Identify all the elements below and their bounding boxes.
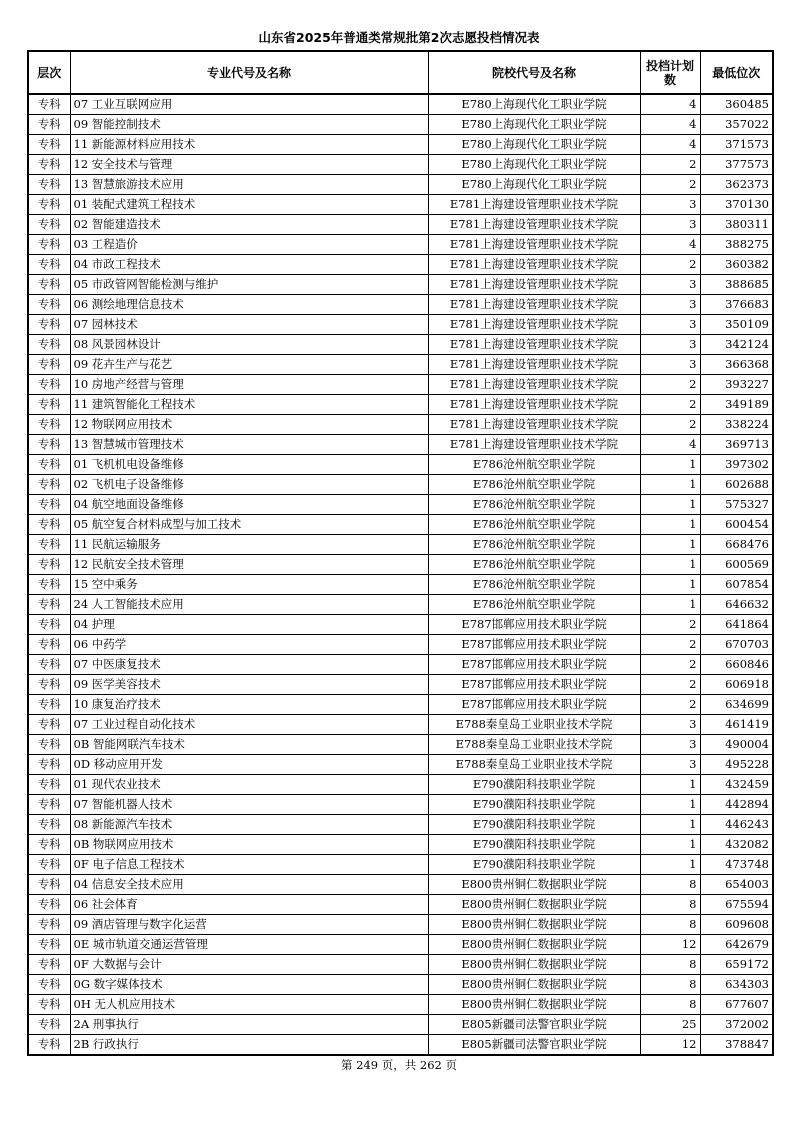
cell-plan: 2 xyxy=(640,615,700,635)
cell-plan: 25 xyxy=(640,1015,700,1035)
table-row xyxy=(28,715,773,735)
cell-plan: 3 xyxy=(640,215,700,235)
cell-school: E786沧州航空职业学院 xyxy=(428,575,640,595)
cell-plan: 3 xyxy=(640,755,700,775)
table-row xyxy=(28,155,773,175)
table-row xyxy=(28,735,773,755)
table-row xyxy=(28,835,773,855)
cell-level: 专科 xyxy=(28,935,70,955)
cell-major: 0B 物联网应用技术 xyxy=(70,835,428,855)
header-plan: 投档计划数 xyxy=(640,51,700,94)
cell-level: 专科 xyxy=(28,895,70,915)
header-school: 院校代号及名称 xyxy=(428,51,640,94)
cell-major: 12 物联网应用技术 xyxy=(70,415,428,435)
table-row xyxy=(28,315,773,335)
cell-level: 专科 xyxy=(28,455,70,475)
cell-rank: 371573 xyxy=(700,135,773,155)
table-row xyxy=(28,475,773,495)
cell-level: 专科 xyxy=(28,1035,70,1056)
cell-rank: 600454 xyxy=(700,515,773,535)
cell-plan: 12 xyxy=(640,1035,700,1056)
table-row xyxy=(28,395,773,415)
header-level: 层次 xyxy=(28,51,70,94)
cell-major: 11 新能源材料应用技术 xyxy=(70,135,428,155)
cell-level: 专科 xyxy=(28,535,70,555)
cell-level: 专科 xyxy=(28,295,70,315)
table-row xyxy=(28,675,773,695)
cell-plan: 3 xyxy=(640,335,700,355)
cell-school: E786沧州航空职业学院 xyxy=(428,495,640,515)
cell-plan: 4 xyxy=(640,135,700,155)
table-row xyxy=(28,915,773,935)
cell-level: 专科 xyxy=(28,275,70,295)
cell-major: 05 市政管网智能检测与维护 xyxy=(70,275,428,295)
cell-plan: 4 xyxy=(640,235,700,255)
cell-plan: 8 xyxy=(640,975,700,995)
cell-plan: 2 xyxy=(640,395,700,415)
cell-rank: 473748 xyxy=(700,855,773,875)
cell-plan: 2 xyxy=(640,675,700,695)
cell-school: E781上海建设管理职业技术学院 xyxy=(428,435,640,455)
cell-school: E781上海建设管理职业技术学院 xyxy=(428,315,640,335)
cell-major: 04 市政工程技术 xyxy=(70,255,428,275)
cell-school: E805新疆司法警官职业学院 xyxy=(428,1035,640,1056)
cell-school: E781上海建设管理职业技术学院 xyxy=(428,235,640,255)
cell-rank: 495228 xyxy=(700,755,773,775)
cell-major: 0H 无人机应用技术 xyxy=(70,995,428,1015)
cell-level: 专科 xyxy=(28,94,70,115)
cell-level: 专科 xyxy=(28,855,70,875)
cell-rank: 677607 xyxy=(700,995,773,1015)
cell-level: 专科 xyxy=(28,635,70,655)
cell-plan: 3 xyxy=(640,295,700,315)
cell-rank: 490004 xyxy=(700,735,773,755)
table-row xyxy=(28,1035,773,1056)
cell-major: 07 智能机器人技术 xyxy=(70,795,428,815)
cell-major: 06 测绘地理信息技术 xyxy=(70,295,428,315)
cell-school: E800贵州铜仁数据职业学院 xyxy=(428,995,640,1015)
cell-plan: 1 xyxy=(640,775,700,795)
cell-rank: 600569 xyxy=(700,555,773,575)
table-row xyxy=(28,515,773,535)
cell-major: 10 康复治疗技术 xyxy=(70,695,428,715)
cell-level: 专科 xyxy=(28,655,70,675)
table-row xyxy=(28,275,773,295)
cell-plan: 4 xyxy=(640,115,700,135)
cell-level: 专科 xyxy=(28,595,70,615)
cell-school: E800贵州铜仁数据职业学院 xyxy=(428,935,640,955)
cell-school: E788秦皇岛工业职业技术学院 xyxy=(428,715,640,735)
cell-rank: 461419 xyxy=(700,715,773,735)
table-row xyxy=(28,635,773,655)
cell-school: E781上海建设管理职业技术学院 xyxy=(428,255,640,275)
cell-school: E781上海建设管理职业技术学院 xyxy=(428,275,640,295)
cell-school: E805新疆司法警官职业学院 xyxy=(428,1015,640,1035)
table-row xyxy=(28,895,773,915)
cell-major: 11 建筑智能化工程技术 xyxy=(70,395,428,415)
cell-level: 专科 xyxy=(28,515,70,535)
cell-level: 专科 xyxy=(28,435,70,455)
cell-level: 专科 xyxy=(28,375,70,395)
cell-rank: 432459 xyxy=(700,775,773,795)
page-footer: 第 249 页，共 262 页 xyxy=(340,1058,458,1072)
cell-plan: 8 xyxy=(640,875,700,895)
cell-school: E787邯郸应用技术职业学院 xyxy=(428,635,640,655)
cell-major: 06 中药学 xyxy=(70,635,428,655)
table-row xyxy=(28,955,773,975)
table-row xyxy=(28,115,773,135)
cell-rank: 397302 xyxy=(700,455,773,475)
table-row xyxy=(28,795,773,815)
cell-school: E781上海建设管理职业技术学院 xyxy=(428,195,640,215)
table-row xyxy=(28,595,773,615)
cell-rank: 634699 xyxy=(700,695,773,715)
table-row xyxy=(28,255,773,275)
cell-level: 专科 xyxy=(28,675,70,695)
cell-rank: 338224 xyxy=(700,415,773,435)
cell-plan: 3 xyxy=(640,275,700,295)
cell-rank: 654003 xyxy=(700,875,773,895)
cell-level: 专科 xyxy=(28,695,70,715)
cell-rank: 362373 xyxy=(700,175,773,195)
cell-major: 12 安全技术与管理 xyxy=(70,155,428,175)
cell-plan: 3 xyxy=(640,735,700,755)
cell-school: E786沧州航空职业学院 xyxy=(428,455,640,475)
cell-rank: 602688 xyxy=(700,475,773,495)
table-row xyxy=(28,94,773,115)
header-rank: 最低位次 xyxy=(700,51,773,94)
cell-school: E781上海建设管理职业技术学院 xyxy=(428,375,640,395)
table-row xyxy=(28,555,773,575)
cell-major: 08 新能源汽车技术 xyxy=(70,815,428,835)
cell-major: 07 园林技术 xyxy=(70,315,428,335)
table-body xyxy=(28,94,773,1055)
table-row xyxy=(28,855,773,875)
cell-level: 专科 xyxy=(28,875,70,895)
cell-level: 专科 xyxy=(28,395,70,415)
table-row xyxy=(28,335,773,355)
cell-major: 03 工程造价 xyxy=(70,235,428,255)
cell-school: E781上海建设管理职业技术学院 xyxy=(428,215,640,235)
cell-school: E780上海现代化工职业学院 xyxy=(428,115,640,135)
cell-level: 专科 xyxy=(28,715,70,735)
cell-major: 09 医学美容技术 xyxy=(70,675,428,695)
cell-major: 01 装配式建筑工程技术 xyxy=(70,195,428,215)
cell-plan: 1 xyxy=(640,575,700,595)
cell-major: 15 空中乘务 xyxy=(70,575,428,595)
admission-table xyxy=(27,50,774,1056)
cell-school: E800贵州铜仁数据职业学院 xyxy=(428,955,640,975)
cell-school: E780上海现代化工职业学院 xyxy=(428,94,640,115)
cell-plan: 1 xyxy=(640,835,700,855)
cell-level: 专科 xyxy=(28,795,70,815)
cell-major: 11 民航运输服务 xyxy=(70,535,428,555)
cell-rank: 342124 xyxy=(700,335,773,355)
cell-plan: 3 xyxy=(640,355,700,375)
cell-school: E786沧州航空职业学院 xyxy=(428,595,640,615)
cell-major: 0E 城市轨道交通运营管理 xyxy=(70,935,428,955)
cell-level: 专科 xyxy=(28,815,70,835)
cell-rank: 376683 xyxy=(700,295,773,315)
cell-school: E800贵州铜仁数据职业学院 xyxy=(428,895,640,915)
cell-level: 专科 xyxy=(28,215,70,235)
cell-rank: 442894 xyxy=(700,795,773,815)
cell-major: 07 工业过程自动化技术 xyxy=(70,715,428,735)
cell-school: E800贵州铜仁数据职业学院 xyxy=(428,915,640,935)
cell-rank: 369713 xyxy=(700,435,773,455)
cell-plan: 8 xyxy=(640,895,700,915)
cell-school: E790濮阳科技职业学院 xyxy=(428,835,640,855)
cell-major: 08 风景园林设计 xyxy=(70,335,428,355)
cell-plan: 1 xyxy=(640,455,700,475)
cell-level: 专科 xyxy=(28,735,70,755)
cell-level: 专科 xyxy=(28,555,70,575)
cell-major: 02 智能建造技术 xyxy=(70,215,428,235)
cell-plan: 2 xyxy=(640,175,700,195)
cell-plan: 8 xyxy=(640,955,700,975)
cell-school: E786沧州航空职业学院 xyxy=(428,555,640,575)
cell-plan: 3 xyxy=(640,315,700,335)
cell-school: E787邯郸应用技术职业学院 xyxy=(428,695,640,715)
cell-school: E787邯郸应用技术职业学院 xyxy=(428,655,640,675)
table-row xyxy=(28,135,773,155)
cell-level: 专科 xyxy=(28,475,70,495)
cell-plan: 8 xyxy=(640,915,700,935)
cell-major: 24 人工智能技术应用 xyxy=(70,595,428,615)
cell-school: E787邯郸应用技术职业学院 xyxy=(428,615,640,635)
table-row xyxy=(28,615,773,635)
page-title: 山东省2025年普通类常规批第2次志愿投档情况表 xyxy=(258,30,540,45)
cell-rank: 349189 xyxy=(700,395,773,415)
table-row xyxy=(28,235,773,255)
cell-plan: 4 xyxy=(640,435,700,455)
table-header xyxy=(28,51,773,94)
table-row xyxy=(28,975,773,995)
cell-plan: 1 xyxy=(640,475,700,495)
cell-plan: 2 xyxy=(640,415,700,435)
cell-rank: 357022 xyxy=(700,115,773,135)
cell-plan: 1 xyxy=(640,795,700,815)
table-row xyxy=(28,435,773,455)
cell-major: 04 护理 xyxy=(70,615,428,635)
table-row xyxy=(28,175,773,195)
cell-school: E781上海建设管理职业技术学院 xyxy=(428,395,640,415)
cell-major: 12 民航安全技术管理 xyxy=(70,555,428,575)
cell-rank: 380311 xyxy=(700,215,773,235)
cell-level: 专科 xyxy=(28,975,70,995)
table-row xyxy=(28,375,773,395)
cell-level: 专科 xyxy=(28,135,70,155)
cell-rank: 350109 xyxy=(700,315,773,335)
cell-plan: 2 xyxy=(640,695,700,715)
cell-major: 0G 数字媒体技术 xyxy=(70,975,428,995)
cell-school: E780上海现代化工职业学院 xyxy=(428,135,640,155)
cell-school: E788秦皇岛工业职业技术学院 xyxy=(428,755,640,775)
cell-plan: 1 xyxy=(640,855,700,875)
cell-school: E786沧州航空职业学院 xyxy=(428,515,640,535)
table-row xyxy=(28,215,773,235)
cell-major: 0D 移动应用开发 xyxy=(70,755,428,775)
cell-level: 专科 xyxy=(28,355,70,375)
cell-level: 专科 xyxy=(28,155,70,175)
cell-rank: 606918 xyxy=(700,675,773,695)
cell-rank: 388275 xyxy=(700,235,773,255)
table-row xyxy=(28,695,773,715)
cell-plan: 1 xyxy=(640,515,700,535)
cell-level: 专科 xyxy=(28,315,70,335)
cell-rank: 388685 xyxy=(700,275,773,295)
cell-plan: 3 xyxy=(640,715,700,735)
cell-plan: 2 xyxy=(640,375,700,395)
cell-major: 0B 智能网联汽车技术 xyxy=(70,735,428,755)
cell-plan: 12 xyxy=(640,935,700,955)
cell-rank: 446243 xyxy=(700,815,773,835)
cell-school: E787邯郸应用技术职业学院 xyxy=(428,675,640,695)
cell-rank: 668476 xyxy=(700,535,773,555)
cell-level: 专科 xyxy=(28,775,70,795)
cell-plan: 1 xyxy=(640,815,700,835)
cell-rank: 372002 xyxy=(700,1015,773,1035)
cell-major: 07 工业互联网应用 xyxy=(70,94,428,115)
cell-plan: 4 xyxy=(640,94,700,115)
cell-school: E781上海建设管理职业技术学院 xyxy=(428,415,640,435)
cell-major: 10 房地产经营与管理 xyxy=(70,375,428,395)
table-row xyxy=(28,775,773,795)
cell-school: E786沧州航空职业学院 xyxy=(428,475,640,495)
cell-major: 2A 刑事执行 xyxy=(70,1015,428,1035)
cell-rank: 634303 xyxy=(700,975,773,995)
cell-school: E790濮阳科技职业学院 xyxy=(428,775,640,795)
cell-plan: 1 xyxy=(640,595,700,615)
cell-major: 07 中医康复技术 xyxy=(70,655,428,675)
cell-plan: 2 xyxy=(640,255,700,275)
cell-school: E790濮阳科技职业学院 xyxy=(428,795,640,815)
cell-level: 专科 xyxy=(28,995,70,1015)
cell-plan: 1 xyxy=(640,535,700,555)
table-row xyxy=(28,1015,773,1035)
table-row xyxy=(28,455,773,475)
cell-school: E786沧州航空职业学院 xyxy=(428,535,640,555)
cell-level: 专科 xyxy=(28,115,70,135)
cell-level: 专科 xyxy=(28,175,70,195)
cell-plan: 1 xyxy=(640,555,700,575)
header-major: 专业代号及名称 xyxy=(70,51,428,94)
cell-major: 09 智能控制技术 xyxy=(70,115,428,135)
table-row xyxy=(28,295,773,315)
cell-level: 专科 xyxy=(28,955,70,975)
cell-rank: 377573 xyxy=(700,155,773,175)
cell-major: 0F 大数据与会计 xyxy=(70,955,428,975)
table-row xyxy=(28,415,773,435)
cell-rank: 641864 xyxy=(700,615,773,635)
table-row xyxy=(28,495,773,515)
table-row xyxy=(28,355,773,375)
cell-plan: 1 xyxy=(640,495,700,515)
cell-rank: 360382 xyxy=(700,255,773,275)
cell-plan: 2 xyxy=(640,155,700,175)
table-row xyxy=(28,875,773,895)
cell-school: E780上海现代化工职业学院 xyxy=(428,155,640,175)
cell-major: 0F 电子信息工程技术 xyxy=(70,855,428,875)
table-row xyxy=(28,755,773,775)
cell-level: 专科 xyxy=(28,195,70,215)
cell-rank: 646632 xyxy=(700,595,773,615)
cell-plan: 3 xyxy=(640,195,700,215)
cell-rank: 393227 xyxy=(700,375,773,395)
cell-school: E781上海建设管理职业技术学院 xyxy=(428,355,640,375)
cell-rank: 378847 xyxy=(700,1035,773,1056)
cell-school: E790濮阳科技职业学院 xyxy=(428,855,640,875)
cell-major: 04 信息安全技术应用 xyxy=(70,875,428,895)
cell-school: E788秦皇岛工业职业技术学院 xyxy=(428,735,640,755)
cell-level: 专科 xyxy=(28,415,70,435)
cell-major: 04 航空地面设备维修 xyxy=(70,495,428,515)
cell-major: 02 飞机电子设备维修 xyxy=(70,475,428,495)
table-row xyxy=(28,815,773,835)
cell-major: 09 花卉生产与花艺 xyxy=(70,355,428,375)
table-row xyxy=(28,195,773,215)
table-row xyxy=(28,655,773,675)
cell-school: E800贵州铜仁数据职业学院 xyxy=(428,975,640,995)
cell-school: E781上海建设管理职业技术学院 xyxy=(428,295,640,315)
cell-school: E780上海现代化工职业学院 xyxy=(428,175,640,195)
cell-plan: 8 xyxy=(640,995,700,1015)
cell-level: 专科 xyxy=(28,835,70,855)
cell-rank: 432082 xyxy=(700,835,773,855)
cell-plan: 2 xyxy=(640,635,700,655)
cell-major: 05 航空复合材料成型与加工技术 xyxy=(70,515,428,535)
cell-level: 专科 xyxy=(28,575,70,595)
cell-rank: 575327 xyxy=(700,495,773,515)
cell-level: 专科 xyxy=(28,1015,70,1035)
cell-plan: 2 xyxy=(640,655,700,675)
cell-major: 2B 行政执行 xyxy=(70,1035,428,1056)
cell-school: E781上海建设管理职业技术学院 xyxy=(428,335,640,355)
cell-major: 01 飞机机电设备维修 xyxy=(70,455,428,475)
table-row xyxy=(28,935,773,955)
cell-major: 06 社会体育 xyxy=(70,895,428,915)
cell-level: 专科 xyxy=(28,255,70,275)
cell-rank: 609608 xyxy=(700,915,773,935)
cell-level: 专科 xyxy=(28,615,70,635)
cell-rank: 360485 xyxy=(700,94,773,115)
cell-rank: 670703 xyxy=(700,635,773,655)
cell-rank: 366368 xyxy=(700,355,773,375)
cell-rank: 370130 xyxy=(700,195,773,215)
cell-level: 专科 xyxy=(28,495,70,515)
cell-school: E800贵州铜仁数据职业学院 xyxy=(428,875,640,895)
table-row xyxy=(28,535,773,555)
cell-rank: 642679 xyxy=(700,935,773,955)
cell-major: 13 智慧城市管理技术 xyxy=(70,435,428,455)
cell-level: 专科 xyxy=(28,235,70,255)
cell-rank: 675594 xyxy=(700,895,773,915)
cell-major: 13 智慧旅游技术应用 xyxy=(70,175,428,195)
cell-school: E790濮阳科技职业学院 xyxy=(428,815,640,835)
cell-level: 专科 xyxy=(28,335,70,355)
cell-rank: 659172 xyxy=(700,955,773,975)
cell-level: 专科 xyxy=(28,755,70,775)
cell-level: 专科 xyxy=(28,915,70,935)
cell-major: 09 酒店管理与数字化运营 xyxy=(70,915,428,935)
cell-rank: 660846 xyxy=(700,655,773,675)
cell-major: 01 现代农业技术 xyxy=(70,775,428,795)
table-row xyxy=(28,575,773,595)
cell-rank: 607854 xyxy=(700,575,773,595)
table-row xyxy=(28,995,773,1015)
